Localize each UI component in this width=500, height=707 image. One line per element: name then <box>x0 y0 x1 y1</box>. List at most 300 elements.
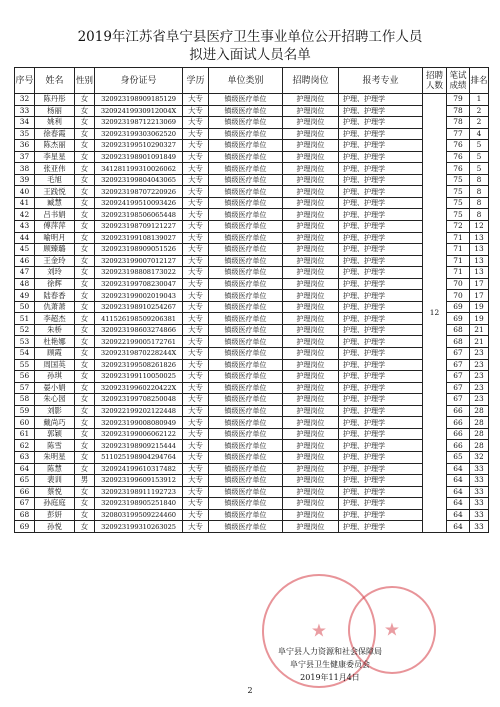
row-rank: 23 <box>470 348 489 360</box>
row-unit-type: 镇级医疗单位 <box>209 428 283 440</box>
row-unit-type: 镇级医疗单位 <box>209 117 283 129</box>
page-number: 2 <box>247 686 253 695</box>
row-score: 71 <box>447 244 470 256</box>
row-name: 仇萧萧 <box>35 301 75 313</box>
row-education: 大专 <box>183 151 209 163</box>
row-score: 70 <box>447 278 470 290</box>
row-score: 69 <box>447 313 470 325</box>
row-name: 刘玲 <box>35 267 75 279</box>
row-score: 71 <box>447 232 470 244</box>
row-score: 66 <box>447 440 470 452</box>
row-name: 傅萍萍 <box>35 221 75 233</box>
row-id-number: 320923198709121227 <box>95 221 183 233</box>
row-unit-type: 镇级医疗单位 <box>209 417 283 429</box>
table-row <box>15 244 489 256</box>
row-score: 68 <box>447 324 470 336</box>
row-gender: 女 <box>75 313 95 325</box>
row-name: 晏小娟 <box>35 382 75 394</box>
row-major: 护理、护理学 <box>339 105 423 117</box>
row-major: 护理、护理学 <box>339 186 423 198</box>
row-id-number: 320923198905251840 <box>95 498 183 510</box>
table-row <box>15 509 489 521</box>
row-gender: 女 <box>75 140 95 152</box>
row-rank: 23 <box>470 359 489 371</box>
row-position: 护理岗位 <box>283 186 339 198</box>
row-gender: 女 <box>75 244 95 256</box>
row-name: 裴训 <box>35 475 75 487</box>
row-major: 护理、护理学 <box>339 521 423 533</box>
row-gender: 女 <box>75 509 95 521</box>
footer-date: 2019年11月4日 <box>300 673 360 682</box>
row-unit-type: 镇级医疗单位 <box>209 475 283 487</box>
row-name: 陈丹彤 <box>35 94 75 106</box>
row-rank: 33 <box>470 475 489 487</box>
row-seq: 52 <box>15 324 35 336</box>
row-name: 张亚伟 <box>35 163 75 175</box>
table-row <box>15 428 489 440</box>
row-seq: 49 <box>15 290 35 302</box>
row-position: 护理岗位 <box>283 440 339 452</box>
row-id-number: 320923198808173022 <box>95 267 183 279</box>
row-education: 大专 <box>183 186 209 198</box>
row-score: 78 <box>447 105 470 117</box>
row-position: 护理岗位 <box>283 371 339 383</box>
row-major: 护理、护理学 <box>339 163 423 175</box>
row-position: 护理岗位 <box>283 417 339 429</box>
row-unit-type: 镇级医疗单位 <box>209 105 283 117</box>
row-score: 72 <box>447 221 470 233</box>
row-rank: 33 <box>470 498 489 510</box>
row-score: 67 <box>447 394 470 406</box>
row-seq: 65 <box>15 475 35 487</box>
row-score: 79 <box>447 94 470 106</box>
row-unit-type: 镇级医疗单位 <box>209 382 283 394</box>
row-position: 护理岗位 <box>283 128 339 140</box>
row-position: 护理岗位 <box>283 498 339 510</box>
row-major: 护理、护理学 <box>339 463 423 475</box>
row-id-number: 320924199610317482 <box>95 463 183 475</box>
row-score: 77 <box>447 128 470 140</box>
row-score: 64 <box>447 498 470 510</box>
row-education: 大专 <box>183 509 209 521</box>
row-seq: 50 <box>15 301 35 313</box>
row-unit-type: 镇级医疗单位 <box>209 498 283 510</box>
row-position: 护理岗位 <box>283 163 339 175</box>
row-name: 臧慧 <box>35 197 75 209</box>
row-score: 64 <box>447 521 470 533</box>
row-major: 护理、护理学 <box>339 209 423 221</box>
row-id-number: 411526198509206381 <box>95 313 183 325</box>
row-major: 护理、护理学 <box>339 417 423 429</box>
row-gender: 女 <box>75 117 95 129</box>
row-id-number: 320923198910254267 <box>95 301 183 313</box>
row-seq: 54 <box>15 348 35 360</box>
row-education: 大专 <box>183 105 209 117</box>
row-gender: 女 <box>75 255 95 267</box>
row-unit-type: 镇级医疗单位 <box>209 163 283 175</box>
table-row <box>15 232 489 244</box>
row-seq: 40 <box>15 186 35 198</box>
row-rank: 8 <box>470 209 489 221</box>
row-gender: 女 <box>75 324 95 336</box>
row-score: 75 <box>447 186 470 198</box>
row-gender: 女 <box>75 278 95 290</box>
table-row <box>15 498 489 510</box>
row-education: 大专 <box>183 128 209 140</box>
row-position: 护理岗位 <box>283 463 339 475</box>
row-position: 护理岗位 <box>283 301 339 313</box>
row-major: 护理、护理学 <box>339 128 423 140</box>
row-seq: 43 <box>15 221 35 233</box>
header-seq: 序号 <box>15 68 35 94</box>
table-row <box>15 486 489 498</box>
header-recruit-count: 招聘人数 <box>423 68 447 94</box>
row-major: 护理、护理学 <box>339 255 423 267</box>
row-score: 64 <box>447 486 470 498</box>
table-header-row <box>15 68 489 94</box>
row-unit-type: 镇级医疗单位 <box>209 174 283 186</box>
row-seq: 62 <box>15 440 35 452</box>
row-position: 护理岗位 <box>283 267 339 279</box>
row-education: 大专 <box>183 521 209 533</box>
row-rank: 8 <box>470 186 489 198</box>
row-gender: 女 <box>75 359 95 371</box>
row-major: 护理、护理学 <box>339 336 423 348</box>
row-id-number: 320923198707220926 <box>95 186 183 198</box>
row-id-number: 320923199708230047 <box>95 278 183 290</box>
row-seq: 66 <box>15 486 35 498</box>
row-id-number: 320923199006062122 <box>95 428 183 440</box>
table-row <box>15 405 489 417</box>
row-unit-type: 镇级医疗单位 <box>209 209 283 221</box>
row-score: 69 <box>447 301 470 313</box>
row-score: 64 <box>447 475 470 487</box>
row-position: 护理岗位 <box>283 348 339 360</box>
row-rank: 28 <box>470 440 489 452</box>
row-major: 护理、护理学 <box>339 221 423 233</box>
table-row <box>15 117 489 129</box>
table-row <box>15 197 489 209</box>
row-position: 护理岗位 <box>283 336 339 348</box>
row-rank: 19 <box>470 313 489 325</box>
row-seq: 39 <box>15 174 35 186</box>
row-seq: 60 <box>15 417 35 429</box>
row-score: 67 <box>447 359 470 371</box>
row-major: 护理、护理学 <box>339 428 423 440</box>
row-seq: 69 <box>15 521 35 533</box>
row-position: 护理岗位 <box>283 221 339 233</box>
row-position: 护理岗位 <box>283 209 339 221</box>
row-score: 64 <box>447 463 470 475</box>
row-name: 孙琪 <box>35 371 75 383</box>
row-rank: 4 <box>470 128 489 140</box>
row-gender: 女 <box>75 521 95 533</box>
row-gender: 女 <box>75 151 95 163</box>
header-score: 笔试成绩 <box>447 68 470 94</box>
row-rank: 2 <box>470 105 489 117</box>
row-id-number: 320923199007012127 <box>95 255 183 267</box>
row-id-number: 320923198603274866 <box>95 324 183 336</box>
row-id-number: 320923199609153912 <box>95 475 183 487</box>
row-education: 大专 <box>183 117 209 129</box>
row-education: 大专 <box>183 255 209 267</box>
row-score: 76 <box>447 151 470 163</box>
row-unit-type: 镇级医疗单位 <box>209 255 283 267</box>
row-education: 大专 <box>183 440 209 452</box>
recruit-count-value: 12 <box>423 94 447 533</box>
row-rank: 8 <box>470 174 489 186</box>
row-seq: 33 <box>15 105 35 117</box>
row-education: 大专 <box>183 382 209 394</box>
row-id-number: 32092419930912004X <box>95 105 183 117</box>
row-education: 大专 <box>183 290 209 302</box>
row-gender: 女 <box>75 463 95 475</box>
row-unit-type: 镇级医疗单位 <box>209 509 283 521</box>
row-education: 大专 <box>183 163 209 175</box>
row-education: 大专 <box>183 313 209 325</box>
row-rank: 33 <box>470 486 489 498</box>
row-name: 杨丽 <box>35 105 75 117</box>
row-major: 护理、护理学 <box>339 475 423 487</box>
row-education: 大专 <box>183 232 209 244</box>
row-name: 徐春霞 <box>35 128 75 140</box>
row-seq: 45 <box>15 244 35 256</box>
table-row <box>15 475 489 487</box>
row-name: 徐辉 <box>35 278 75 290</box>
row-gender: 女 <box>75 336 95 348</box>
row-position: 护理岗位 <box>283 313 339 325</box>
row-id-number: 320923198506065448 <box>95 209 183 221</box>
row-rank: 19 <box>470 301 489 313</box>
row-seq: 44 <box>15 232 35 244</box>
row-major: 护理、护理学 <box>339 382 423 394</box>
row-rank: 23 <box>470 382 489 394</box>
row-seq: 64 <box>15 463 35 475</box>
row-education: 大专 <box>183 498 209 510</box>
row-position: 护理岗位 <box>283 290 339 302</box>
row-unit-type: 镇级医疗单位 <box>209 336 283 348</box>
row-major: 护理、护理学 <box>339 94 423 106</box>
row-education: 大专 <box>183 324 209 336</box>
row-position: 护理岗位 <box>283 509 339 521</box>
row-education: 大专 <box>183 301 209 313</box>
table-row <box>15 463 489 475</box>
row-education: 大专 <box>183 451 209 463</box>
document-title-line2: 拟进入面试人员名单 <box>189 47 311 63</box>
row-unit-type: 镇级医疗单位 <box>209 371 283 383</box>
row-name: 王金玲 <box>35 255 75 267</box>
row-major: 护理、护理学 <box>339 313 423 325</box>
row-rank: 13 <box>470 244 489 256</box>
table-row <box>15 255 489 267</box>
table-row <box>15 209 489 221</box>
row-id-number: 320922199202122448 <box>95 405 183 417</box>
table-row <box>15 336 489 348</box>
row-position: 护理岗位 <box>283 394 339 406</box>
row-unit-type: 镇级医疗单位 <box>209 486 283 498</box>
row-unit-type: 镇级医疗单位 <box>209 313 283 325</box>
row-rank: 13 <box>470 232 489 244</box>
row-rank: 5 <box>470 151 489 163</box>
header-name: 姓名 <box>35 68 75 94</box>
row-rank: 2 <box>470 117 489 129</box>
table-row <box>15 186 489 198</box>
table-row <box>15 440 489 452</box>
row-position: 护理岗位 <box>283 197 339 209</box>
row-id-number: 32092319870228244X <box>95 348 183 360</box>
row-id-number: 320923198909185129 <box>95 94 183 106</box>
row-rank: 5 <box>470 163 489 175</box>
row-id-number: 320923199008080949 <box>95 417 183 429</box>
row-education: 大专 <box>183 140 209 152</box>
row-education: 大专 <box>183 244 209 256</box>
row-seq: 58 <box>15 394 35 406</box>
table-row <box>15 348 489 360</box>
row-gender: 女 <box>75 486 95 498</box>
row-score: 66 <box>447 428 470 440</box>
row-major: 护理、护理学 <box>339 117 423 129</box>
row-unit-type: 镇级医疗单位 <box>209 451 283 463</box>
row-education: 大专 <box>183 428 209 440</box>
row-position: 护理岗位 <box>283 382 339 394</box>
row-unit-type: 镇级医疗单位 <box>209 405 283 417</box>
row-seq: 53 <box>15 336 35 348</box>
row-seq: 67 <box>15 498 35 510</box>
row-rank: 28 <box>470 428 489 440</box>
row-score: 66 <box>447 417 470 429</box>
row-unit-type: 镇级医疗单位 <box>209 278 283 290</box>
row-major: 护理、护理学 <box>339 394 423 406</box>
row-position: 护理岗位 <box>283 428 339 440</box>
row-major: 护理、护理学 <box>339 405 423 417</box>
row-unit-type: 镇级医疗单位 <box>209 463 283 475</box>
row-seq: 51 <box>15 313 35 325</box>
row-id-number: 320923199110050025 <box>95 371 183 383</box>
row-seq: 57 <box>15 382 35 394</box>
row-name: 周国英 <box>35 359 75 371</box>
row-position: 护理岗位 <box>283 521 339 533</box>
row-education: 大专 <box>183 197 209 209</box>
row-rank: 21 <box>470 324 489 336</box>
table-row <box>15 105 489 117</box>
row-id-number: 320924199510093426 <box>95 197 183 209</box>
row-name: 陈雪 <box>35 440 75 452</box>
row-major: 护理、护理学 <box>339 371 423 383</box>
row-major: 护理、护理学 <box>339 301 423 313</box>
row-education: 大专 <box>183 394 209 406</box>
row-id-number: 511025198904294764 <box>95 451 183 463</box>
row-gender: 女 <box>75 440 95 452</box>
row-unit-type: 镇级医疗单位 <box>209 94 283 106</box>
row-unit-type: 镇级医疗单位 <box>209 232 283 244</box>
row-seq: 47 <box>15 267 35 279</box>
row-name: 孙庭庭 <box>35 498 75 510</box>
row-education: 大专 <box>183 209 209 221</box>
row-unit-type: 镇级医疗单位 <box>209 128 283 140</box>
row-score: 78 <box>447 117 470 129</box>
row-gender: 女 <box>75 221 95 233</box>
row-rank: 1 <box>470 94 489 106</box>
row-gender: 女 <box>75 394 95 406</box>
table-row <box>15 163 489 175</box>
row-position: 护理岗位 <box>283 174 339 186</box>
row-name: 陆春香 <box>35 290 75 302</box>
official-seal-right: ★ <box>348 586 436 674</box>
row-position: 护理岗位 <box>283 117 339 129</box>
row-major: 护理、护理学 <box>339 151 423 163</box>
header-education: 学历 <box>183 68 209 94</box>
row-gender: 女 <box>75 267 95 279</box>
row-score: 65 <box>447 451 470 463</box>
row-education: 大专 <box>183 348 209 360</box>
document-title-line1: 2019年江苏省阜宁县医疗卫生事业单位公开招聘工作人员 <box>77 29 423 45</box>
row-seq: 59 <box>15 405 35 417</box>
row-unit-type: 镇级医疗单位 <box>209 244 283 256</box>
row-gender: 女 <box>75 209 95 221</box>
row-gender: 女 <box>75 417 95 429</box>
row-name: 刘影 <box>35 405 75 417</box>
row-unit-type: 镇级医疗单位 <box>209 140 283 152</box>
table-row <box>15 278 489 290</box>
table-row <box>15 301 489 313</box>
row-major: 护理、护理学 <box>339 359 423 371</box>
row-unit-type: 镇级医疗单位 <box>209 348 283 360</box>
row-position: 护理岗位 <box>283 255 339 267</box>
row-major: 护理、护理学 <box>339 174 423 186</box>
row-unit-type: 镇级医疗单位 <box>209 359 283 371</box>
row-seq: 56 <box>15 371 35 383</box>
row-score: 67 <box>447 371 470 383</box>
row-id-number: 320923199310263025 <box>95 521 183 533</box>
row-education: 大专 <box>183 475 209 487</box>
row-score: 75 <box>447 174 470 186</box>
row-unit-type: 镇级医疗单位 <box>209 394 283 406</box>
row-rank: 33 <box>470 509 489 521</box>
row-gender: 女 <box>75 174 95 186</box>
row-seq: 34 <box>15 117 35 129</box>
row-education: 大专 <box>183 221 209 233</box>
row-score: 76 <box>447 140 470 152</box>
row-gender: 女 <box>75 186 95 198</box>
table-row <box>15 324 489 336</box>
table-row <box>15 174 489 186</box>
row-gender: 女 <box>75 451 95 463</box>
row-education: 大专 <box>183 371 209 383</box>
row-id-number: 320803199509224460 <box>95 509 183 521</box>
row-id-number: 341281199310026062 <box>95 163 183 175</box>
table-row <box>15 417 489 429</box>
row-gender: 女 <box>75 498 95 510</box>
row-rank: 13 <box>470 255 489 267</box>
row-rank: 12 <box>470 221 489 233</box>
table-row <box>15 290 489 302</box>
row-id-number: 320923199510290327 <box>95 140 183 152</box>
row-education: 大专 <box>183 486 209 498</box>
row-seq: 37 <box>15 151 35 163</box>
row-score: 67 <box>447 348 470 360</box>
header-unit-type: 单位类别 <box>209 68 283 94</box>
row-id-number: 320923198712213069 <box>95 117 183 129</box>
row-name: 王践悦 <box>35 186 75 198</box>
row-major: 护理、护理学 <box>339 278 423 290</box>
row-id-number: 320923198911192723 <box>95 486 183 498</box>
header-major: 报考专业 <box>339 68 423 94</box>
row-seq: 41 <box>15 197 35 209</box>
row-name: 毛旭 <box>35 174 75 186</box>
row-education: 大专 <box>183 174 209 186</box>
row-gender: 女 <box>75 128 95 140</box>
row-score: 71 <box>447 267 470 279</box>
